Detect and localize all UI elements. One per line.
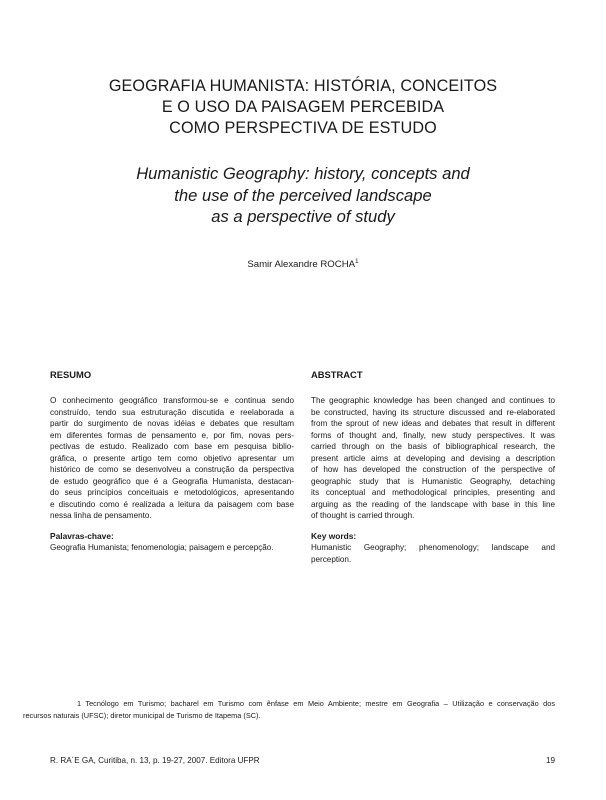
resumo-body bbox=[50, 395, 294, 522]
journal-citation: R. RA´E GA, Curitiba, n. 13, p. 19-27, 2007. Editora UFPR bbox=[50, 756, 260, 765]
page-number: 19 bbox=[545, 756, 555, 765]
resumo-line: de estudo geográfico que é a Geografia Humanista, destacan- bbox=[50, 476, 294, 486]
abstract-column bbox=[311, 369, 555, 565]
resumo-line: histórico de como se desenvolveu a construção da perspectiva bbox=[50, 465, 294, 475]
title-en-line: as a perspective of study bbox=[211, 207, 395, 226]
resumo-line: partir do surgimento de novas idéias e debates que resultam bbox=[50, 419, 294, 429]
author-footnote-mark: 1 bbox=[355, 258, 359, 265]
abstract-line: arguing as the reading of the landscape with base in this line bbox=[311, 499, 555, 509]
abstract-line: of how has developed the construction of the perspective of bbox=[311, 465, 555, 475]
resumo-line: O conhecimento geográfico transformou-se e continua sendo bbox=[50, 396, 294, 405]
key-words-title: Key words: bbox=[311, 531, 357, 542]
resumo-line: construído, tendo sua estruturação discutida e reelaborada a bbox=[50, 407, 294, 417]
key-words-text bbox=[311, 542, 555, 565]
abstract-line: carried through on the basis of bibliographical research, the bbox=[311, 442, 555, 452]
key-words-line: Humanistic Geography; phenomenology; landscape and bbox=[311, 543, 555, 553]
footnote-line: 1 Tecnólogo em Turismo; bacharel em Turismo com ênfase em Meio Ambiente; mestre em Geografia – Utilização e conservação dos bbox=[77, 699, 555, 708]
title-en-line: Humanistic Geography: history, concepts and bbox=[136, 164, 470, 183]
footnote-line: recursos naturais (UFSC); diretor municipal de Turismo de Itapema (SC). bbox=[23, 710, 261, 720]
abstract-line: of thought is carried through. bbox=[311, 511, 415, 521]
title-pt-line: COMO PERSPECTIVA DE ESTUDO bbox=[169, 119, 437, 137]
title-pt-line: GEOGRAFIA HUMANISTA: HISTÓRIA, CONCEITOS bbox=[108, 77, 498, 95]
resumo-heading: RESUMO bbox=[50, 369, 92, 380]
abstract-heading: ABSTRACT bbox=[311, 369, 363, 380]
resumo-column bbox=[50, 369, 294, 554]
abstract-line: The geographic knowledge has been changed and continues to bbox=[311, 396, 555, 405]
title-english bbox=[40, 163, 566, 228]
resumo-line: em diferentes formas de pensamento e, por fim, novas pers- bbox=[50, 430, 294, 440]
abstract-line: geographic study that is Humanistic Geography, detaching bbox=[311, 476, 555, 486]
abstract-line: forms of thought and, finally, new study perspectives. It was bbox=[311, 430, 555, 440]
resumo-line: pectivas de estudo. Realizado com base em pesquisa biblio- bbox=[50, 442, 294, 452]
resumo-line: nessa linha de pensamento. bbox=[50, 511, 152, 521]
resumo-line: gráfica, o presente artigo tem como objetivo apresentar um bbox=[50, 453, 294, 463]
author-line bbox=[40, 258, 566, 270]
abstract-line: its conceptual and methodological principles, presenting and bbox=[311, 488, 555, 498]
author-name: Samir Alexandre ROCHA bbox=[247, 259, 356, 270]
palavras-chave-text: Geografia Humanista; fenomenologia; paisagem e percepção. bbox=[50, 543, 274, 553]
abstract-line: present article aims at developing and devising a description bbox=[311, 453, 555, 463]
abstract-line: be constructed, having its structure discussed and re-elaborated bbox=[311, 407, 555, 417]
title-portuguese bbox=[40, 76, 566, 139]
title-pt-line: E O USO DA PAISAGEM PERCEBIDA bbox=[161, 98, 445, 116]
palavras-chave-title: Palavras-chave: bbox=[50, 531, 114, 542]
resumo-line: e discutindo como é realizada a leitura da paisagem com base bbox=[50, 499, 294, 509]
abstract-body bbox=[311, 395, 555, 522]
footnote bbox=[23, 698, 555, 721]
resumo-line: do seus princípios conceituais e metodológicos, apresentando bbox=[50, 488, 294, 498]
key-words-line: perception. bbox=[311, 554, 352, 564]
title-en-line: the use of the perceived landscape bbox=[174, 185, 432, 205]
abstract-line: from the sprout of new ideas and debates that result in different bbox=[311, 419, 555, 429]
